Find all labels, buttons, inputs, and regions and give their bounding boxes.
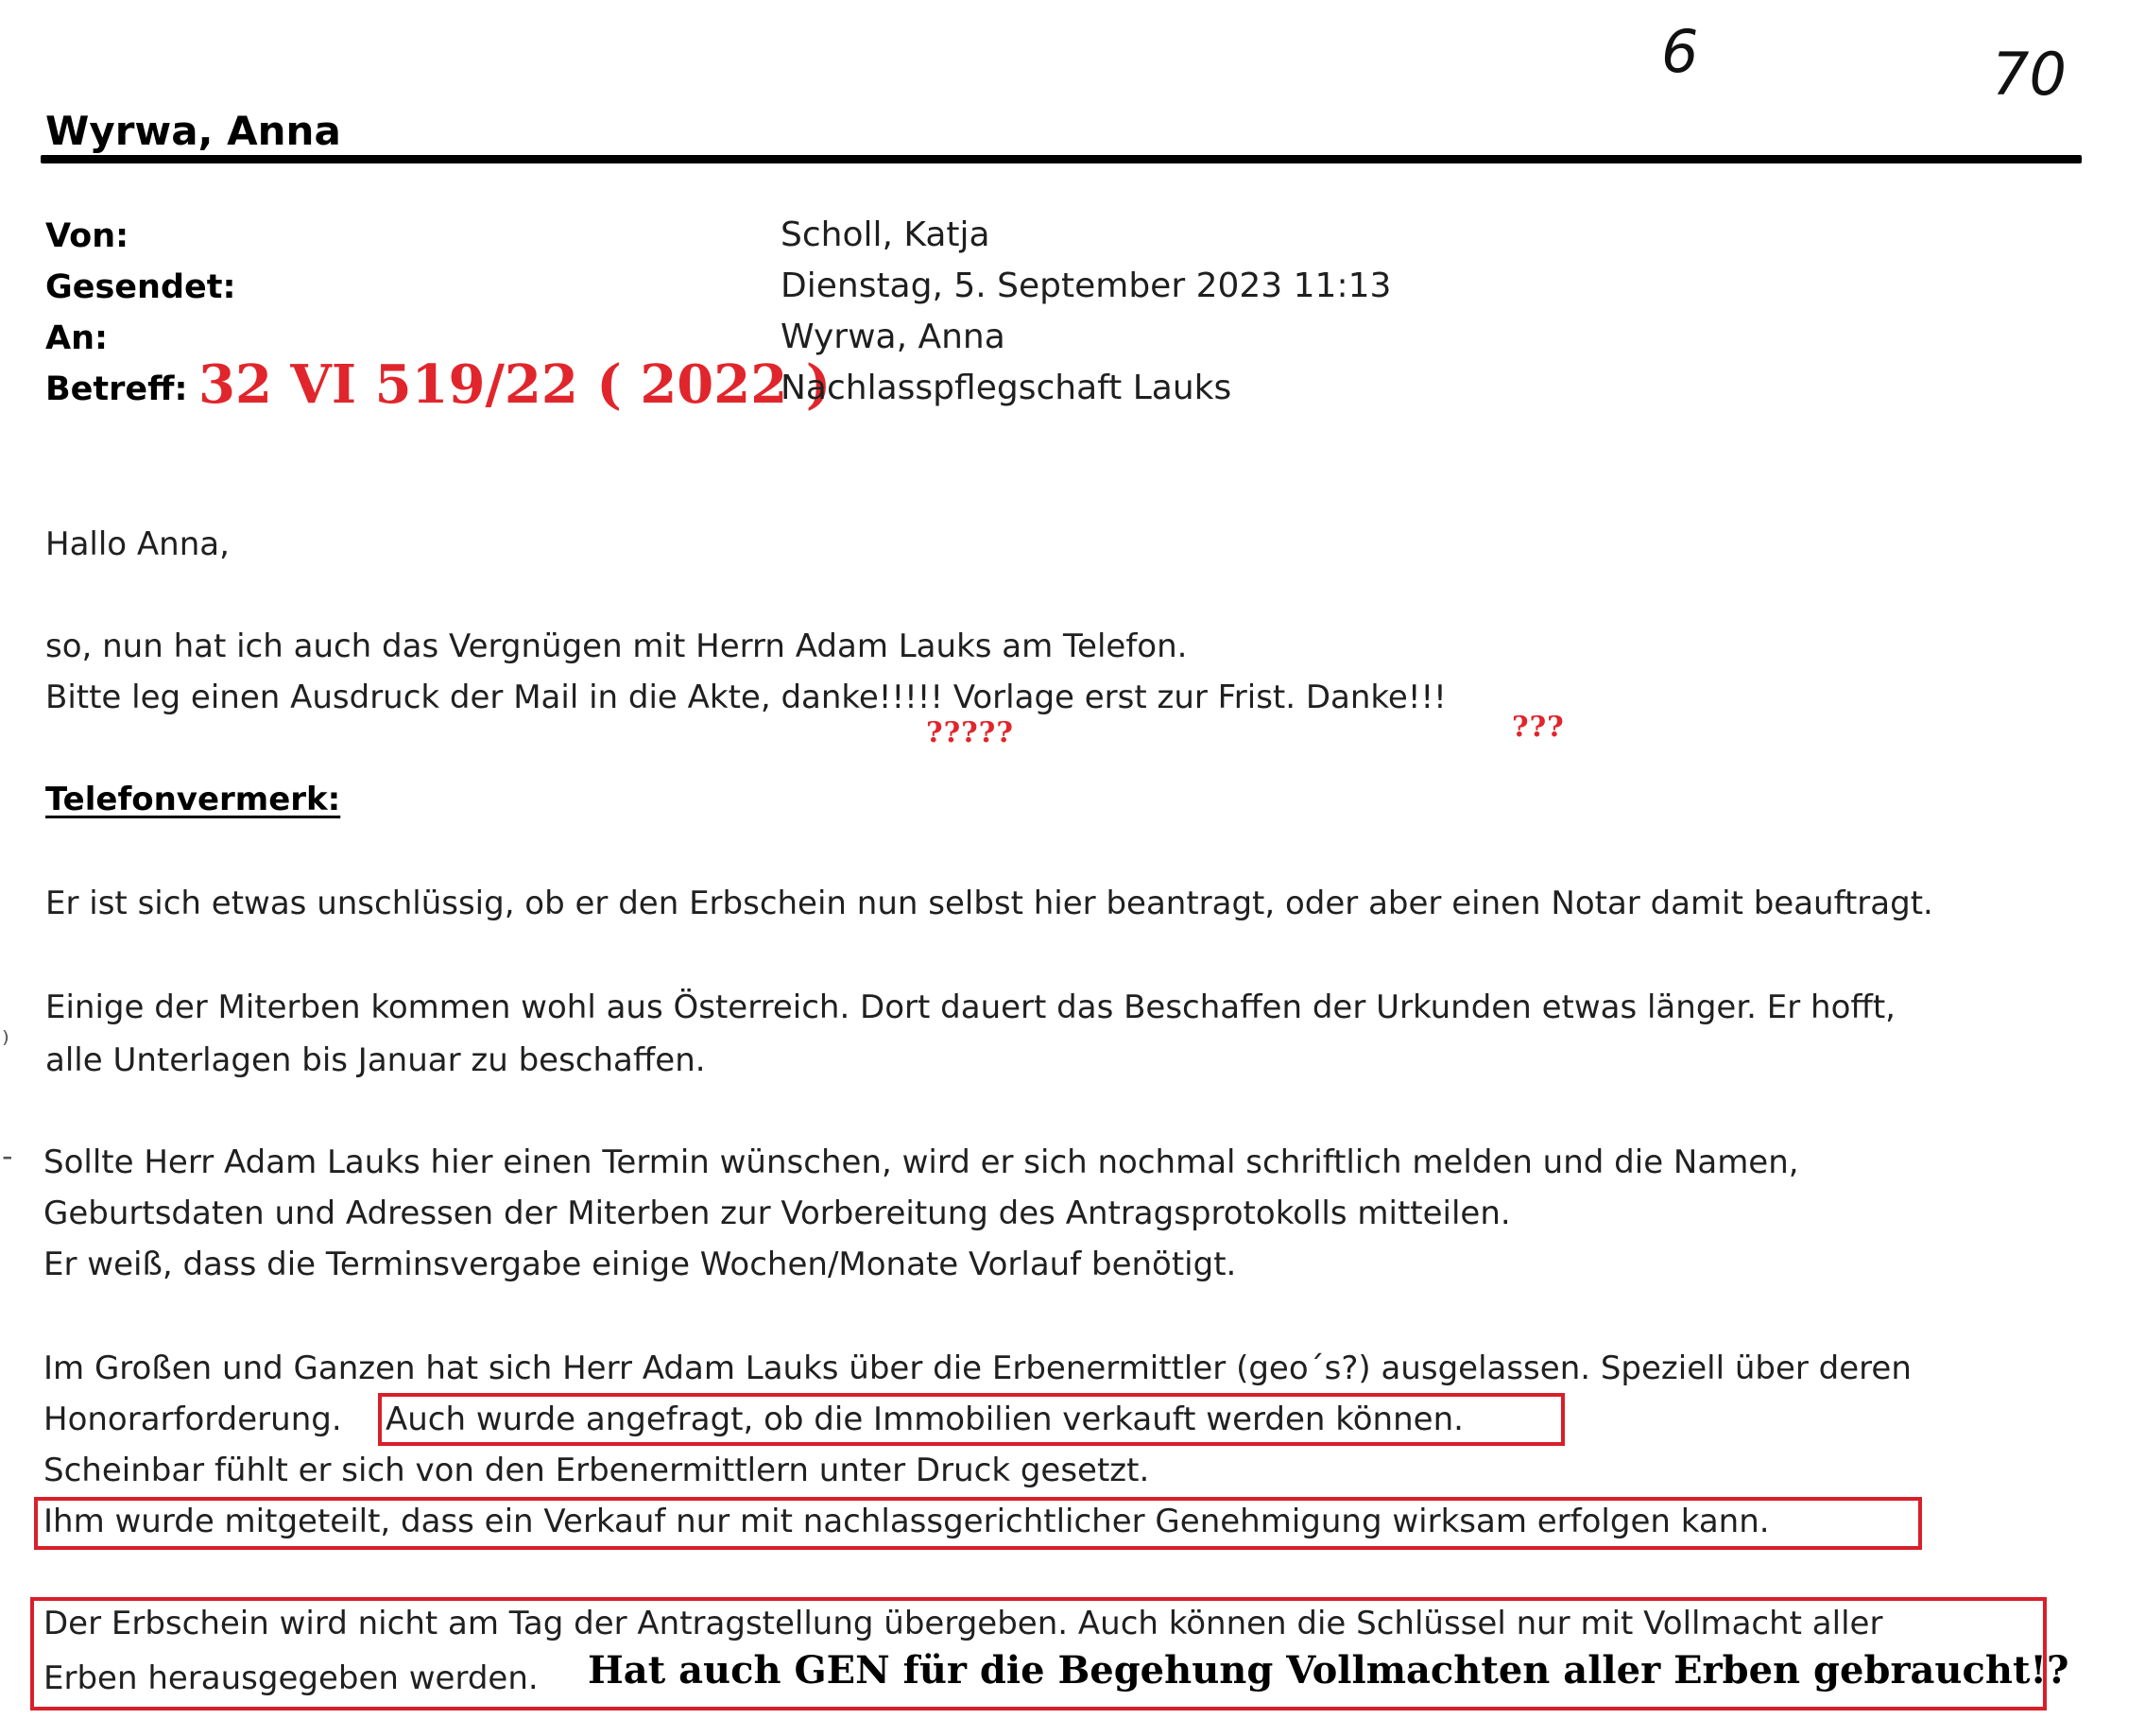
sent-label: Gesendet: [45, 268, 236, 306]
paragraph-3-line-2: Geburtsdaten und Adressen der Miterben zur Vorbereitung des Antragsprotokolls mitteilen. [43, 1195, 1511, 1232]
intro-line-2: Bitte leg einen Ausdruck der Mail in die Akte, danke!!!!! Vorlage erst zur Frist. Danke!!! [45, 679, 1447, 716]
margin-bracket-mark: ⁾ [2, 1024, 9, 1060]
from-value: Scholl, Katja [781, 215, 990, 254]
paragraph-4-line-2a: Honorarforderung. [43, 1401, 342, 1438]
paragraph-4-line-4: Ihm wurde mitgeteilt, dass ein Verkauf nur mit nachlassgerichtlicher Genehmigung wirksam erfolgen kann. [43, 1503, 1770, 1540]
paragraph-5-line-1: Der Erbschein wird nicht am Tag der Antragstellung übergeben. Auch können die Schlüssel nur mit Vollmacht aller [43, 1605, 1883, 1642]
paragraph-3-line-1: Sollte Herr Adam Lauks hier einen Termin wünschen, wird er sich nochmal schriftlich melden und die Namen, [43, 1143, 1799, 1181]
handwritten-number-left: 6 [1661, 17, 1699, 86]
paragraph-1: Er ist sich etwas unschlüssig, ob er den Erbschein nun selbst hier beantragt, oder aber einen Notar damit beauftragt. [45, 885, 1933, 922]
paragraph-5-line-2: Erben herausgegeben werden. [43, 1659, 539, 1697]
header-divider [41, 155, 2082, 163]
paragraph-2-line-2: alle Unterlagen bis Januar zu beschaffen. [45, 1041, 706, 1079]
reference-annotation: 32 VI 519/22 ( 2022 ) [198, 353, 832, 416]
paragraph-3-line-3: Er weiß, dass die Terminsvergabe einige Wochen/Monate Vorlauf benötigt. [43, 1246, 1237, 1283]
handwritten-number-right: 70 [1992, 40, 2067, 109]
paragraph-2-line-1: Einige der Miterben kommen wohl aus Österreich. Dort dauert das Beschaffen der Urkunden etwas länger. Er hofft, [45, 988, 1896, 1026]
greeting: Hallo Anna, [45, 525, 230, 563]
subject-label: Betreff: [45, 370, 188, 408]
paragraph-5-annotation: Hat auch GEN für die Begehung Vollmachten aller Erben gebraucht!? [588, 1648, 2069, 1693]
paragraph-4-line-2b: Auch wurde angefragt, ob die Immobilien verkauft werden können. [386, 1401, 1464, 1438]
paragraph-4-line-3: Scheinbar fühlt er sich von den Erbenermittlern unter Druck gesetzt. [43, 1452, 1150, 1489]
mailbox-owner-name: Wyrwa, Anna [45, 108, 341, 154]
to-value: Wyrwa, Anna [781, 318, 1005, 356]
paragraph-4-line-1: Im Großen und Ganzen hat sich Herr Adam Lauks über die Erbenermittler (geo´s?) ausgelassen. Speziell über deren [43, 1349, 1912, 1387]
subject-value: Nachlasspflegschaft Lauks [781, 369, 1232, 407]
from-label: Von: [45, 217, 129, 255]
question-marks-annotation-2: ??? [1512, 711, 1565, 744]
section-heading-phone-note: Telefonvermerk: [45, 781, 341, 818]
sent-value: Dienstag, 5. September 2023 11:13 [781, 266, 1392, 305]
margin-dash-mark: - [2, 1138, 13, 1174]
to-label: An: [45, 319, 109, 357]
intro-line-1: so, nun hat ich auch das Vergnügen mit Herrn Adam Lauks am Telefon. [45, 627, 1188, 665]
question-marks-annotation-1: ????? [926, 716, 1014, 749]
